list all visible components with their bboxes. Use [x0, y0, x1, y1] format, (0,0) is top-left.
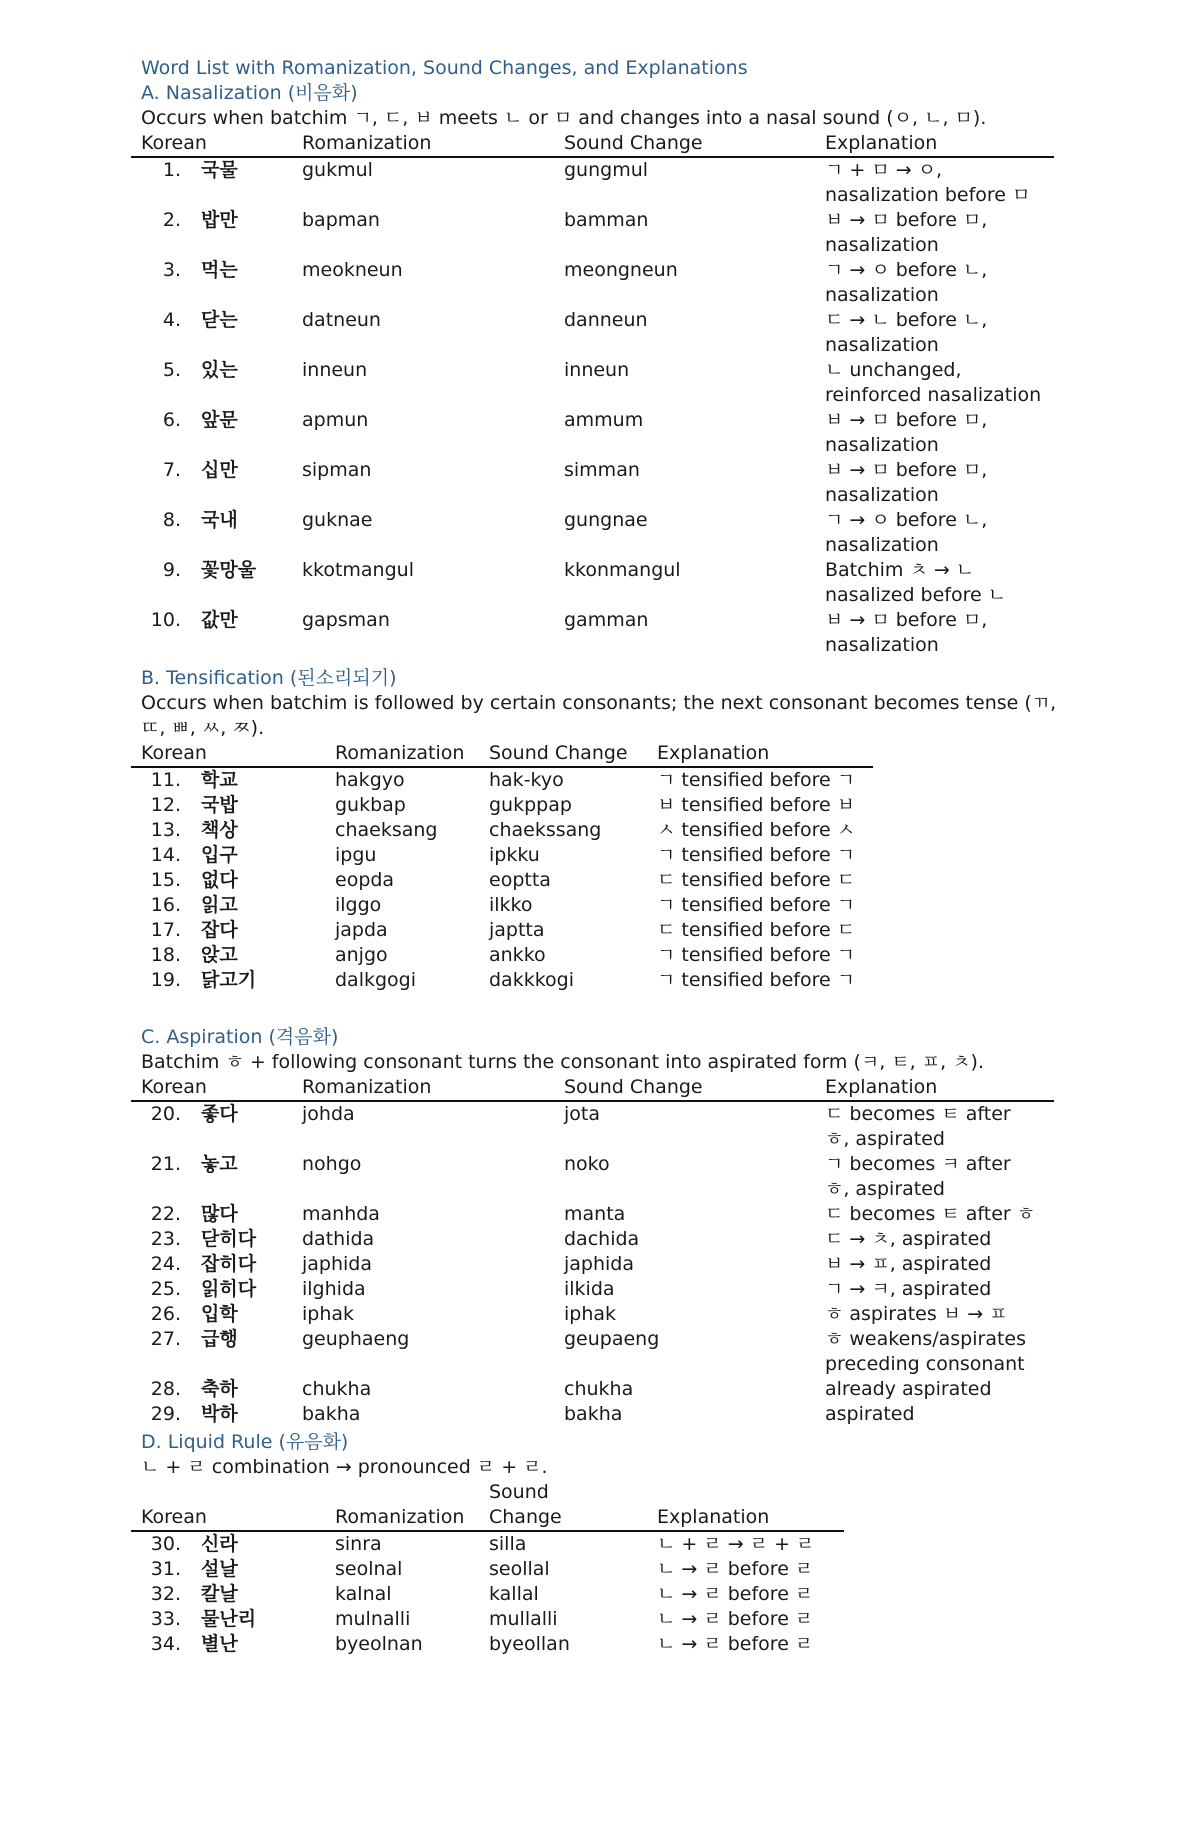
- romanization-cell: datneun: [302, 309, 381, 331]
- korean-word: 잡다: [201, 919, 238, 941]
- romanization-cell: guknae: [302, 509, 373, 531]
- table-body: [131, 1532, 844, 1657]
- header-sound-change: Sound Change: [564, 132, 703, 154]
- sound-change-cell: danneun: [564, 309, 648, 331]
- korean-word: 닭고기: [201, 969, 257, 991]
- sound-change-cell: geupaeng: [564, 1328, 660, 1350]
- romanization-cell: bapman: [302, 209, 380, 231]
- explanation-cell: ㅂ → ㅁ before ㅁ, nasalization: [825, 409, 988, 456]
- table-body: [131, 768, 873, 993]
- explanation-cell: ㅎ weakens/aspirates preceding consonant: [825, 1328, 1026, 1375]
- header-romanization: Romanization: [335, 1506, 465, 1528]
- explanation-cell: ㄱ tensified before ㄱ: [657, 894, 856, 916]
- korean-word: 닫히다: [201, 1228, 257, 1250]
- explanation-cell: ㅂ → ㅁ before ㅁ, nasalization: [825, 459, 988, 506]
- header-sound-change: Sound Change: [489, 1481, 562, 1528]
- row-number: 26.: [150, 1303, 181, 1325]
- korean-word: 많다: [201, 1203, 238, 1225]
- romanization-cell: kkotmangul: [302, 559, 414, 581]
- row-number: 4.: [162, 309, 181, 331]
- row-number: 23.: [150, 1228, 181, 1250]
- document-title: Word List with Romanization, Sound Changes, and Explanations: [141, 57, 748, 79]
- table-row: [131, 918, 873, 943]
- header-korean: Korean: [141, 1506, 207, 1528]
- sound-change-cell: japtta: [489, 919, 545, 941]
- table-row: [131, 1582, 844, 1607]
- explanation-cell: ㄷ becomes ㅌ after ㅎ: [825, 1203, 1036, 1225]
- korean-word: 꽃망울: [201, 559, 257, 581]
- table-body: [131, 158, 1054, 658]
- korean-word: 놓고: [201, 1153, 238, 1175]
- row-number: 15.: [150, 869, 181, 891]
- row-number: 13.: [150, 819, 181, 841]
- romanization-cell: dathida: [302, 1228, 375, 1250]
- explanation-cell: ㅅ tensified before ㅅ: [657, 819, 856, 841]
- header-romanization: Romanization: [302, 132, 432, 154]
- table-row: [131, 1227, 1054, 1252]
- sound-change-cell: ankko: [489, 944, 546, 966]
- section-c-description: Batchim ㅎ + following consonant turns the consonant into aspirated form (ㅋ, ㅌ, ㅍ, ㅊ).: [141, 1051, 984, 1073]
- table-row: [131, 868, 873, 893]
- sound-change-cell: ipkku: [489, 844, 540, 866]
- korean-word: 별난: [201, 1633, 238, 1655]
- liquid-rule-table: [131, 1480, 844, 1657]
- korean-word: 입학: [201, 1303, 238, 1325]
- korean-word: 축하: [201, 1378, 238, 1400]
- korean-word: 좋다: [201, 1103, 238, 1125]
- row-number: 11.: [150, 769, 181, 791]
- header-romanization: Romanization: [302, 1076, 432, 1098]
- row-number: 16.: [150, 894, 181, 916]
- row-number: 14.: [150, 844, 181, 866]
- table-row: [131, 1102, 1054, 1152]
- section-a-description: Occurs when batchim ㄱ, ㄷ, ㅂ meets ㄴ or ㅁ and changes into a nasal sound (ㅇ, ㄴ, ㅁ).: [141, 107, 987, 129]
- korean-word: 밥만: [201, 209, 238, 231]
- sound-change-cell: japhida: [564, 1253, 635, 1275]
- table-header: [131, 1480, 844, 1532]
- table-row: [131, 558, 1054, 608]
- header-sound-change: Sound Change: [564, 1076, 703, 1098]
- table-row: [131, 508, 1054, 558]
- sound-change-cell: manta: [564, 1203, 626, 1225]
- row-number: 20.: [150, 1103, 181, 1125]
- table-row: [131, 308, 1054, 358]
- table-row: [131, 1377, 1054, 1402]
- header-explanation: Explanation: [657, 1506, 770, 1528]
- header-romanization: Romanization: [335, 742, 465, 764]
- korean-word: 앉고: [201, 944, 238, 966]
- row-number: 12.: [150, 794, 181, 816]
- header-korean: Korean: [141, 1076, 207, 1098]
- table-row: [131, 458, 1054, 508]
- romanization-cell: japhida: [302, 1253, 373, 1275]
- sound-change-cell: hak-kyo: [489, 769, 564, 791]
- korean-word: 신라: [201, 1533, 238, 1555]
- table-row: [131, 1152, 1054, 1202]
- sound-change-cell: gamman: [564, 609, 649, 631]
- explanation-cell: ㄱ tensified before ㄱ: [657, 844, 856, 866]
- explanation-cell: already aspirated: [825, 1378, 992, 1400]
- row-number: 9.: [162, 559, 181, 581]
- explanation-cell: ㄷ becomes ㅌ after ㅎ, aspirated: [825, 1103, 1011, 1150]
- sound-change-cell: seollal: [489, 1558, 550, 1580]
- explanation-cell: ㄷ tensified before ㄷ: [657, 919, 856, 941]
- korean-word: 책상: [201, 819, 238, 841]
- sound-change-cell: iphak: [564, 1303, 617, 1325]
- row-number: 1.: [162, 159, 181, 181]
- table-row: [131, 1532, 844, 1557]
- table-row: [131, 1327, 1054, 1377]
- romanization-cell: byeolnan: [335, 1633, 423, 1655]
- explanation-cell: ㄱ tensified before ㄱ: [657, 944, 856, 966]
- romanization-cell: chukha: [302, 1378, 372, 1400]
- section-d-heading: D. Liquid Rule (유음화): [141, 1431, 349, 1453]
- table-row: [131, 258, 1054, 308]
- romanization-cell: dalkgogi: [335, 969, 417, 991]
- row-number: 24.: [150, 1253, 181, 1275]
- romanization-cell: ilghida: [302, 1278, 366, 1300]
- explanation-cell: ㄱ tensified before ㄱ: [657, 769, 856, 791]
- sound-change-cell: kkonmangul: [564, 559, 681, 581]
- sound-change-cell: simman: [564, 459, 640, 481]
- section-a-heading: A. Nasalization (비음화): [141, 82, 358, 104]
- row-number: 6.: [162, 409, 181, 431]
- sound-change-cell: chukha: [564, 1378, 634, 1400]
- romanization-cell: gukmul: [302, 159, 373, 181]
- korean-word: 학교: [201, 769, 238, 791]
- table-row: [131, 1632, 844, 1657]
- row-number: 27.: [150, 1328, 181, 1350]
- sound-change-cell: jota: [564, 1103, 600, 1125]
- korean-word: 먹는: [201, 259, 238, 281]
- explanation-cell: ㄱ → ㅇ before ㄴ, nasalization: [825, 509, 988, 556]
- sound-change-cell: mullalli: [489, 1608, 558, 1630]
- row-number: 30.: [150, 1533, 181, 1555]
- table-row: [131, 1302, 1054, 1327]
- header-explanation: Explanation: [825, 1076, 938, 1098]
- explanation-cell: ㄴ → ㄹ before ㄹ: [657, 1608, 814, 1630]
- table-row: [131, 608, 1054, 658]
- romanization-cell: japda: [335, 919, 388, 941]
- explanation-cell: Batchim ㅊ → ㄴ nasalized before ㄴ: [825, 559, 1007, 606]
- explanation-cell: ㄴ → ㄹ before ㄹ: [657, 1633, 814, 1655]
- korean-word: 박하: [201, 1403, 238, 1425]
- table-row: [131, 358, 1054, 408]
- romanization-cell: sipman: [302, 459, 372, 481]
- header-explanation: Explanation: [657, 742, 770, 764]
- sound-change-cell: eoptta: [489, 869, 551, 891]
- sound-change-cell: inneun: [564, 359, 630, 381]
- explanation-cell: ㄱ tensified before ㄱ: [657, 969, 856, 991]
- table-body: [131, 1102, 1054, 1427]
- romanization-cell: meokneun: [302, 259, 403, 281]
- row-number: 33.: [150, 1608, 181, 1630]
- romanization-cell: gapsman: [302, 609, 390, 631]
- explanation-cell: ㄴ → ㄹ before ㄹ: [657, 1583, 814, 1605]
- explanation-cell: ㄴ unchanged, reinforced nasalization: [825, 359, 1042, 406]
- table-row: [131, 793, 873, 818]
- explanation-cell: ㄱ + ㅁ → ㅇ, nasalization before ㅁ: [825, 159, 1031, 206]
- explanation-cell: ㅂ → ㅍ, aspirated: [825, 1253, 992, 1275]
- sound-change-cell: ilkida: [564, 1278, 615, 1300]
- section-c-heading: C. Aspiration (격음화): [141, 1026, 339, 1048]
- section-b-description: Occurs when batchim is followed by certain consonants; the next consonant becomes tense (ㄲ, ㄸ, ㅃ, ㅆ, ㅉ).: [141, 692, 1057, 739]
- table-row: [131, 968, 873, 993]
- sound-change-cell: noko: [564, 1153, 610, 1175]
- nasalization-table: [131, 131, 1054, 658]
- row-number: 18.: [150, 944, 181, 966]
- table-row: [131, 943, 873, 968]
- row-number: 5.: [162, 359, 181, 381]
- table-row: [131, 1607, 844, 1632]
- explanation-cell: ㄴ + ㄹ → ㄹ + ㄹ: [657, 1533, 815, 1555]
- explanation-cell: ㄷ → ㅊ, aspirated: [825, 1228, 992, 1250]
- row-number: 34.: [150, 1633, 181, 1655]
- table-row: [131, 1252, 1054, 1277]
- section-b-heading: B. Tensification (된소리되기): [141, 667, 397, 689]
- row-number: 7.: [162, 459, 181, 481]
- romanization-cell: sinra: [335, 1533, 382, 1555]
- korean-word: 있는: [201, 359, 238, 381]
- row-number: 21.: [150, 1153, 181, 1175]
- romanization-cell: gukbap: [335, 794, 406, 816]
- romanization-cell: kalnal: [335, 1583, 392, 1605]
- romanization-cell: eopda: [335, 869, 395, 891]
- table-header: [131, 131, 1054, 158]
- row-number: 22.: [150, 1203, 181, 1225]
- row-number: 28.: [150, 1378, 181, 1400]
- korean-word: 국내: [201, 509, 238, 531]
- korean-word: 급행: [201, 1328, 238, 1350]
- romanization-cell: mulnalli: [335, 1608, 411, 1630]
- sound-change-cell: ilkko: [489, 894, 533, 916]
- korean-word: 값만: [201, 609, 238, 631]
- sound-change-cell: bakha: [564, 1403, 623, 1425]
- header-explanation: Explanation: [825, 132, 938, 154]
- explanation-cell: ㅂ tensified before ㅂ: [657, 794, 856, 816]
- explanation-cell: ㅂ → ㅁ before ㅁ, nasalization: [825, 209, 988, 256]
- romanization-cell: seolnal: [335, 1558, 403, 1580]
- explanation-cell: ㄷ tensified before ㄷ: [657, 869, 856, 891]
- header-korean: Korean: [141, 742, 207, 764]
- table-row: [131, 768, 873, 793]
- table-row: [131, 1402, 1054, 1427]
- sound-change-cell: bamman: [564, 209, 649, 231]
- romanization-cell: ilggo: [335, 894, 382, 916]
- romanization-cell: johda: [302, 1103, 355, 1125]
- sound-change-cell: meongneun: [564, 259, 678, 281]
- explanation-cell: ㄱ → ㅇ before ㄴ, nasalization: [825, 259, 988, 306]
- sound-change-cell: ammum: [564, 409, 644, 431]
- sound-change-cell: silla: [489, 1533, 527, 1555]
- sound-change-cell: byeollan: [489, 1633, 570, 1655]
- korean-word: 물난리: [201, 1608, 257, 1630]
- row-number: 2.: [162, 209, 181, 231]
- romanization-cell: bakha: [302, 1403, 361, 1425]
- tensification-table: [131, 741, 873, 993]
- romanization-cell: apmun: [302, 409, 369, 431]
- table-header: [131, 1075, 1054, 1102]
- korean-word: 읽고: [201, 894, 238, 916]
- sound-change-cell: gukppap: [489, 794, 572, 816]
- row-number: 19.: [150, 969, 181, 991]
- romanization-cell: manhda: [302, 1203, 380, 1225]
- table-row: [131, 1557, 844, 1582]
- romanization-cell: nohgo: [302, 1153, 362, 1175]
- row-number: 8.: [162, 509, 181, 531]
- korean-word: 없다: [201, 869, 238, 891]
- row-number: 29.: [150, 1403, 181, 1425]
- sound-change-cell: chaekssang: [489, 819, 602, 841]
- aspiration-table: [131, 1075, 1054, 1427]
- korean-word: 국물: [201, 159, 238, 181]
- explanation-cell: ㅎ aspirates ㅂ → ㅍ: [825, 1303, 1008, 1325]
- row-number: 17.: [150, 919, 181, 941]
- explanation-cell: ㄷ → ㄴ before ㄴ, nasalization: [825, 309, 988, 356]
- table-row: [131, 843, 873, 868]
- romanization-cell: iphak: [302, 1303, 355, 1325]
- explanation-cell: ㄱ → ㅋ, aspirated: [825, 1278, 992, 1300]
- romanization-cell: anjgo: [335, 944, 388, 966]
- sound-change-cell: dachida: [564, 1228, 640, 1250]
- explanation-cell: ㄴ → ㄹ before ㄹ: [657, 1558, 814, 1580]
- table-row: [131, 1277, 1054, 1302]
- row-number: 10.: [150, 609, 181, 631]
- romanization-cell: hakgyo: [335, 769, 405, 791]
- sound-change-cell: gungmul: [564, 159, 649, 181]
- sound-change-cell: gungnae: [564, 509, 648, 531]
- table-header: [131, 741, 873, 768]
- header-sound-change: Sound Change: [489, 742, 628, 764]
- table-row: [131, 893, 873, 918]
- section-d-description: ㄴ + ㄹ combination → pronounced ㄹ + ㄹ.: [141, 1456, 548, 1478]
- table-row: [131, 408, 1054, 458]
- explanation-cell: aspirated: [825, 1403, 915, 1425]
- row-number: 31.: [150, 1558, 181, 1580]
- explanation-cell: ㄱ becomes ㅋ after ㅎ, aspirated: [825, 1153, 1011, 1200]
- romanization-cell: ipgu: [335, 844, 377, 866]
- table-row: [131, 158, 1054, 208]
- korean-word: 칼날: [201, 1583, 238, 1605]
- sound-change-cell: dakkkogi: [489, 969, 574, 991]
- korean-word: 닫는: [201, 309, 238, 331]
- korean-word: 앞문: [201, 409, 238, 431]
- romanization-cell: geuphaeng: [302, 1328, 410, 1350]
- korean-word: 설날: [201, 1558, 238, 1580]
- romanization-cell: chaeksang: [335, 819, 438, 841]
- korean-word: 읽히다: [201, 1278, 257, 1300]
- table-row: [131, 208, 1054, 258]
- korean-word: 입구: [201, 844, 238, 866]
- row-number: 3.: [162, 259, 181, 281]
- table-row: [131, 818, 873, 843]
- explanation-cell: ㅂ → ㅁ before ㅁ, nasalization: [825, 609, 988, 656]
- korean-word: 국밥: [201, 794, 238, 816]
- table-row: [131, 1202, 1054, 1227]
- header-korean: Korean: [141, 132, 207, 154]
- row-number: 32.: [150, 1583, 181, 1605]
- sound-change-cell: kallal: [489, 1583, 539, 1605]
- korean-word: 잡히다: [201, 1253, 257, 1275]
- romanization-cell: inneun: [302, 359, 368, 381]
- row-number: 25.: [150, 1278, 181, 1300]
- korean-word: 십만: [201, 459, 238, 481]
